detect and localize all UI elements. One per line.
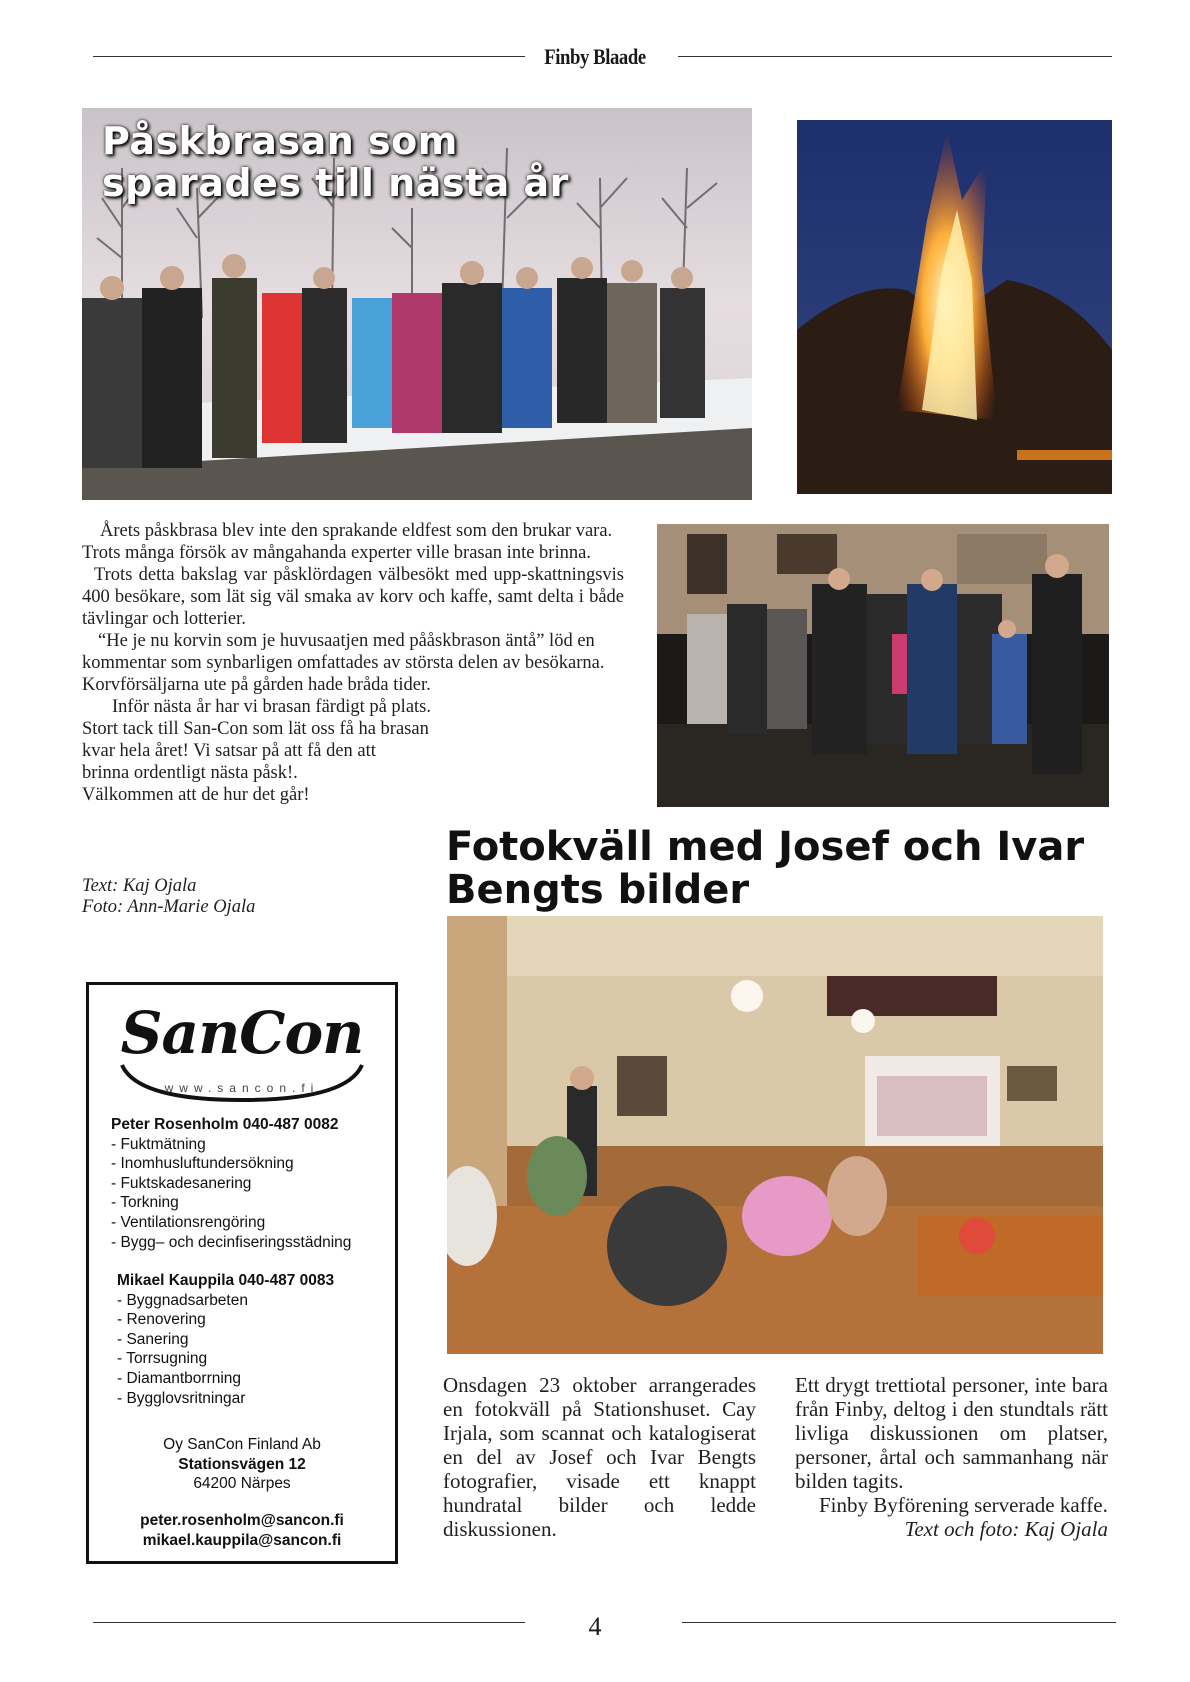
service-item: - Bygglovsritningar xyxy=(117,1389,246,1407)
footer-rule-right xyxy=(682,1622,1116,1623)
service-item: - Fuktmätning xyxy=(111,1135,206,1153)
masthead: Finby Blaade xyxy=(544,44,646,69)
article1-para3: “He je nu korvin som je huvusaatjen med pååskbrason äntå” löd en kommentar som synbarligen omfattades av största delen av besökarna. Korvförsäljarna ute på gården hade bråda tider. xyxy=(82,631,605,695)
contact-block-2 xyxy=(117,1271,334,1408)
service-item: - Byggnadsarbeten xyxy=(117,1291,248,1309)
company-street: Stationsvägen 12 xyxy=(178,1455,306,1473)
contact1-name-phone: Peter Rosenholm 040-487 0082 xyxy=(111,1116,339,1133)
service-item: - Inomhusluftundersökning xyxy=(111,1155,294,1173)
service-item: - Torrsugning xyxy=(117,1350,208,1368)
service-item: - Diamantborrning xyxy=(117,1369,242,1387)
article1-para4: Inför nästa år har vi brasan färdigt på plats. xyxy=(112,697,431,717)
service-item: - Renovering xyxy=(117,1311,206,1329)
company-postal: 64200 Närpes xyxy=(193,1475,291,1493)
bonfire-photo xyxy=(797,120,1112,494)
header-rule-left xyxy=(93,56,525,57)
service-item: - Torkning xyxy=(111,1194,179,1212)
article1-para5: Stort tack till San-Con som lät oss få ha brasan xyxy=(82,719,429,739)
article1-headline-line1: Påskbrasan som xyxy=(102,119,458,163)
email-peter[interactable]: peter.rosenholm@sancon.fi xyxy=(140,1512,344,1529)
article1-credit-text: Text: Kaj Ojala xyxy=(82,876,197,896)
company-name: Oy SanCon Finland Ab xyxy=(163,1436,321,1453)
sancon-logo: SanCon xyxy=(120,999,364,1067)
contact2-name-phone: Mikael Kauppila 040-487 0083 xyxy=(117,1272,335,1289)
sancon-advertisement xyxy=(86,982,398,1564)
article2-column2 xyxy=(795,1373,1108,1541)
contact-block-1 xyxy=(111,1115,351,1252)
photo-evening-room-photo xyxy=(447,916,1103,1354)
email-block xyxy=(89,1511,395,1550)
article1-headline-line2: sparades till nästa år xyxy=(102,161,569,205)
sancon-website: www.sancon.fi xyxy=(164,1081,320,1095)
article2-credit: Text och foto: Kaj Ojala xyxy=(904,1517,1108,1541)
article1-para7: brinna ordentligt nästa påsk!. xyxy=(82,763,298,783)
page-number: 4 xyxy=(588,1612,602,1641)
footer-rule-left xyxy=(93,1622,525,1623)
email-mikael[interactable]: mikael.kauppila@sancon.fi xyxy=(142,1531,342,1549)
article2-col2-para1: Ett drygt trettiotal personer, inte bara från Finby, deltog i den stundtals rätt livliga diskussionen om platser, personer, årtal och sammanhang när bilden tagits. xyxy=(795,1373,1108,1493)
service-item: - Bygg– och decinfiseringsstädning xyxy=(111,1233,352,1251)
evening-crowd-photo xyxy=(657,524,1109,807)
article2-headline-line1: Fotokväll med Josef och Ivar xyxy=(446,824,1085,870)
service-item: - Sanering xyxy=(117,1330,189,1348)
article1-para8: Välkommen att de hur det går! xyxy=(82,785,310,805)
article1-credits xyxy=(82,876,255,918)
article2-col2-para2: Finby Byförening serverade kaffe. xyxy=(819,1493,1108,1517)
article1-body xyxy=(82,520,624,806)
crowd-photo xyxy=(82,108,752,500)
article2-headline-line2: Bengts bilder xyxy=(446,867,750,913)
article1-para2: Trots detta bakslag var påsklördagen välbesökt med upp-skattningsvis 400 besökare, som lät sig väl smaka av korv och kaffe, samt delta i både tävlingar och lotterier. xyxy=(82,565,624,629)
company-address xyxy=(89,1435,395,1494)
article1-para6: kvar hela året! Vi satsar på att få den att xyxy=(82,741,376,761)
article2-col1-text: Onsdagen 23 oktober arrangerades en fotokväll på Stationshuset. Cay Irjala, som scannat och katalogiserat en del av Josef och Ivar Bengts fotografier, visade ett knappt hundratal bilder och ledde diskussionen. xyxy=(443,1373,756,1541)
article1-headline xyxy=(102,120,569,204)
article1-credit-photo: Foto: Ann-Marie Ojala xyxy=(82,897,256,917)
article1-para1: Årets påskbrasa blev inte den sprakande eldfest som den brukar vara. Trots många försök av mångahanda experter ville brasan inte brinna. xyxy=(82,521,613,563)
service-item: - Ventilationsrengöring xyxy=(111,1213,266,1231)
header-rule-right xyxy=(678,56,1112,57)
article2-column1 xyxy=(443,1373,756,1541)
logo-swoosh-icon xyxy=(117,1045,367,1105)
article2-headline xyxy=(446,826,1126,912)
service-item: - Fuktskadesanering xyxy=(111,1174,252,1192)
